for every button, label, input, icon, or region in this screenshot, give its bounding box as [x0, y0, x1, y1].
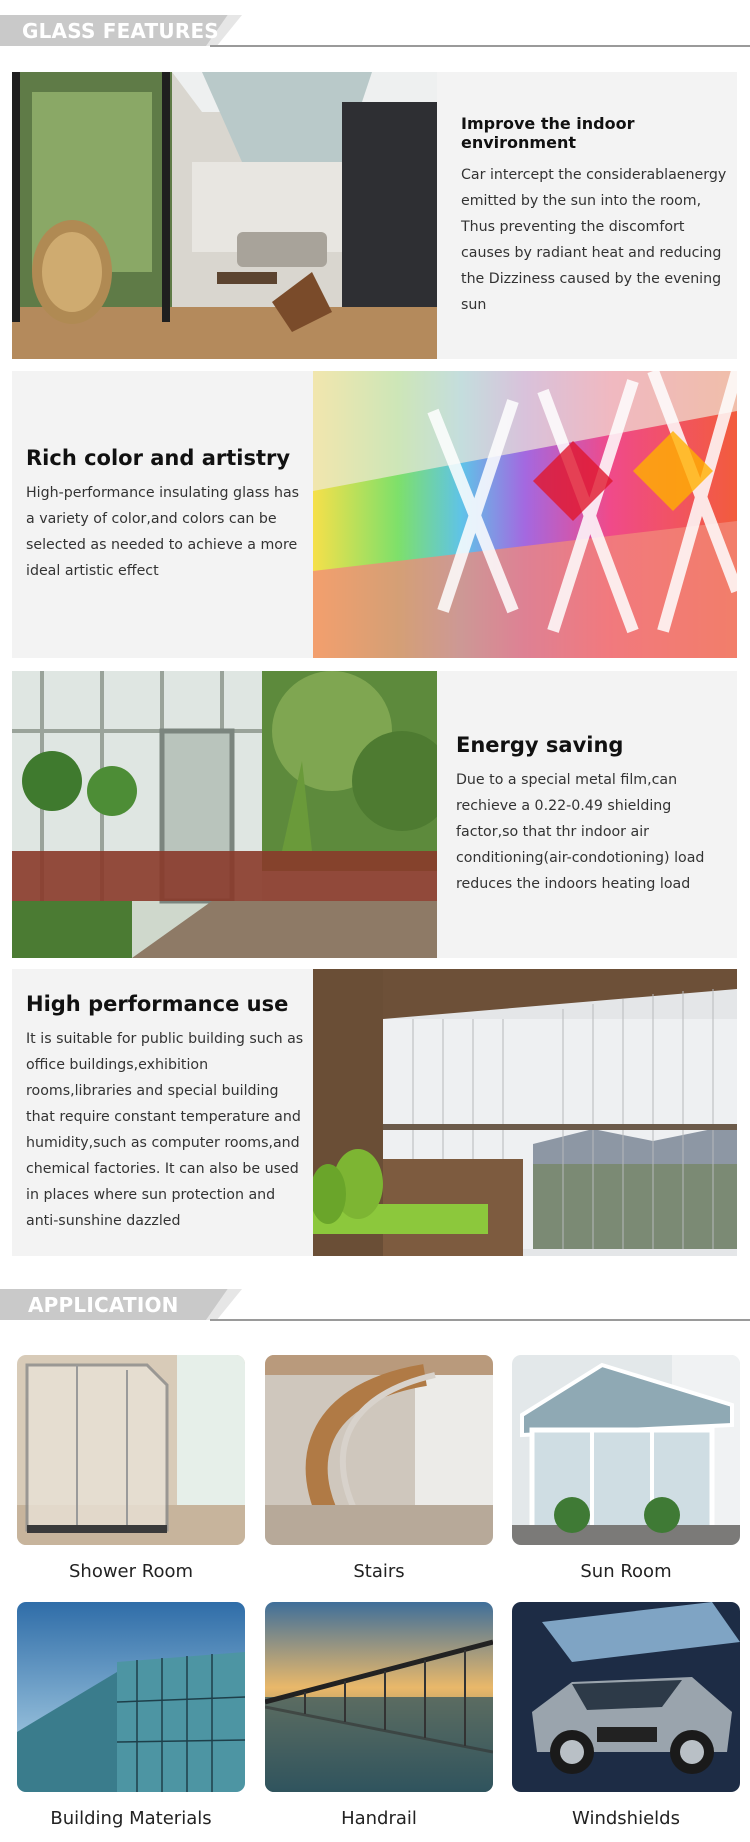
stairs-image: [265, 1355, 493, 1545]
application-header: [0, 1289, 750, 1323]
handrail-image: [265, 1602, 493, 1792]
sunroom-interior-image: [12, 72, 437, 359]
windshields-image: [512, 1602, 740, 1792]
building-materials-image: [17, 1602, 245, 1792]
greenhouse-image: [12, 671, 437, 958]
feature-text: [461, 72, 731, 359]
colored-glass-image: [313, 371, 737, 658]
feature-text: [26, 371, 311, 658]
glass-features-header: [0, 15, 750, 49]
application-handrail: [265, 1602, 493, 1829]
header-divider: [210, 45, 750, 47]
application-label: Sun Room: [580, 1561, 672, 1582]
feature-card-indoor: [12, 72, 737, 359]
section-title: APPLICATION: [28, 1293, 179, 1317]
feature-card-performance: [12, 969, 737, 1256]
feature-body: Car intercept the considerablaenergy emitted by the sun into the room, Thus preventing the discomfort causes by radiant heat and reducing the Dizziness caused by the evening sun: [461, 166, 727, 313]
sun-room-image: [512, 1355, 740, 1545]
shower-room-image: [17, 1355, 245, 1545]
feature-card-energy: [12, 671, 737, 958]
application-shower-room: [17, 1355, 245, 1582]
application-label: Building Materials: [50, 1808, 212, 1829]
feature-text: [456, 671, 734, 958]
feature-card-color: [12, 371, 737, 658]
application-label: Windshields: [572, 1808, 680, 1829]
application-sun-room: [512, 1355, 740, 1582]
feature-text: [26, 969, 311, 1256]
header-divider: [210, 1319, 750, 1321]
application-label: Stairs: [353, 1561, 405, 1582]
feature-title: High performance use: [26, 991, 289, 1016]
feature-body: It is suitable for public building such as office buildings,exhibition rooms,libraries and special building that require constant temperature and humidity,such as computer rooms,and chemical factories. It can also be used in places where sun protection and anti-sunshine dazzled: [26, 1030, 304, 1229]
balcony-view-image: [313, 969, 737, 1256]
feature-body: High-performance insulating glass has a variety of color,and colors can be selected as needed to achieve a more ideal artistic effect: [26, 484, 300, 579]
application-windshields: [512, 1602, 740, 1829]
section-title: GLASS FEATURES: [22, 19, 219, 43]
application-label: Shower Room: [68, 1561, 194, 1582]
feature-title: Improve the indoor environment: [461, 113, 635, 152]
feature-body: Due to a special metal film,can rechieve a 0.22-0.49 shielding factor,so that thr indoor air conditioning(air-condotioning) load reduces the indoors heating load: [456, 771, 705, 892]
application-stairs: [265, 1355, 493, 1582]
application-label: Handrail: [341, 1808, 417, 1829]
feature-title: Energy saving: [456, 732, 624, 757]
application-building-materials: [17, 1602, 245, 1829]
feature-title: Rich color and artistry: [26, 445, 291, 470]
